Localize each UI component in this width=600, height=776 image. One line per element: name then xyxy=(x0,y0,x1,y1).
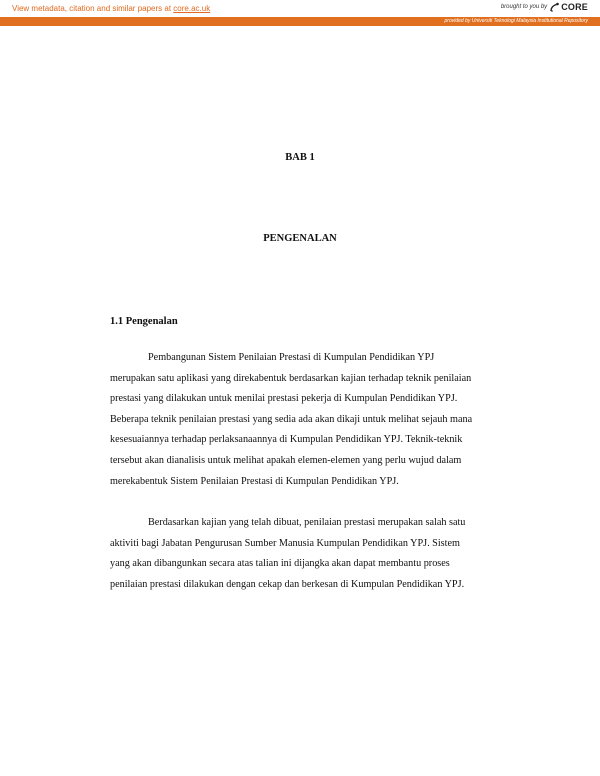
paragraph-line: Berdasarkan kajian yang telah dibuat, penilaian prestasi merupakan salah satu xyxy=(148,517,466,528)
paragraph-line: Beberapa teknik penilaian prestasi yang sedia ada akan dikaji untuk melihat sejauh mana xyxy=(110,413,473,425)
paragraph-line: merupakan satu aplikasi yang direkabentuk berdasarkan kajian terhadap teknik penilaian xyxy=(110,372,472,384)
core-logo-icon xyxy=(550,2,559,12)
paragraph-line: Pembangunan Sistem Penilaian Prestasi di Kumpulan Pendidikan YPJ xyxy=(148,352,435,363)
paragraph-line: kesesuaiannya terhadap perlaksanaannya di Kumpulan Pendidikan YPJ. Teknik-teknik xyxy=(110,434,463,446)
paragraph-line: merekabentuk Sistem Penilaian Prestasi di Kumpulan Pendidikan YPJ. xyxy=(110,475,399,487)
paragraph-line: penilaian prestasi dilakukan dengan cekap dan berkesan di Kumpulan Pendidikan YPJ. xyxy=(110,578,465,590)
paragraph-line: yang akan dibangunkan secara atas talian ini dijangka akan dapat membantu proses xyxy=(110,558,450,570)
metadata-notice xyxy=(12,4,210,13)
metadata-text: View metadata, citation and similar papers at xyxy=(12,4,174,13)
brought-by[interactable] xyxy=(501,2,588,12)
section-heading: 1.1 Pengenalan xyxy=(110,316,178,327)
brought-by-text: brought to you by xyxy=(500,4,548,10)
paragraph-1 xyxy=(110,348,530,492)
paragraph-2 xyxy=(110,513,530,595)
core-header xyxy=(0,0,600,17)
paragraph-line: prestasi yang dilakukan untuk menilai prestasi pekerja di Kumpulan Pendidikan YPJ. xyxy=(110,393,458,405)
core-logo[interactable] xyxy=(550,2,588,12)
provider-bar xyxy=(0,17,600,26)
paragraph-line: tersebut akan dianalisis untuk melihat apakah elemen-elemen yang perlu wujud dalam xyxy=(110,454,462,466)
core-link[interactable]: core.ac.uk xyxy=(173,4,211,13)
chapter-title: PENGENALAN xyxy=(263,233,337,244)
chapter-number: BAB 1 xyxy=(285,152,315,163)
core-logo-text: CORE xyxy=(561,2,588,12)
paragraph-line: aktiviti bagi Jabatan Pengurusan Sumber Manusia Kumpulan Pendidikan YPJ. Sistem xyxy=(110,537,460,549)
provided-by-text: provided by Universiti Teknologi Malaysia Institutional Repository xyxy=(444,18,588,24)
